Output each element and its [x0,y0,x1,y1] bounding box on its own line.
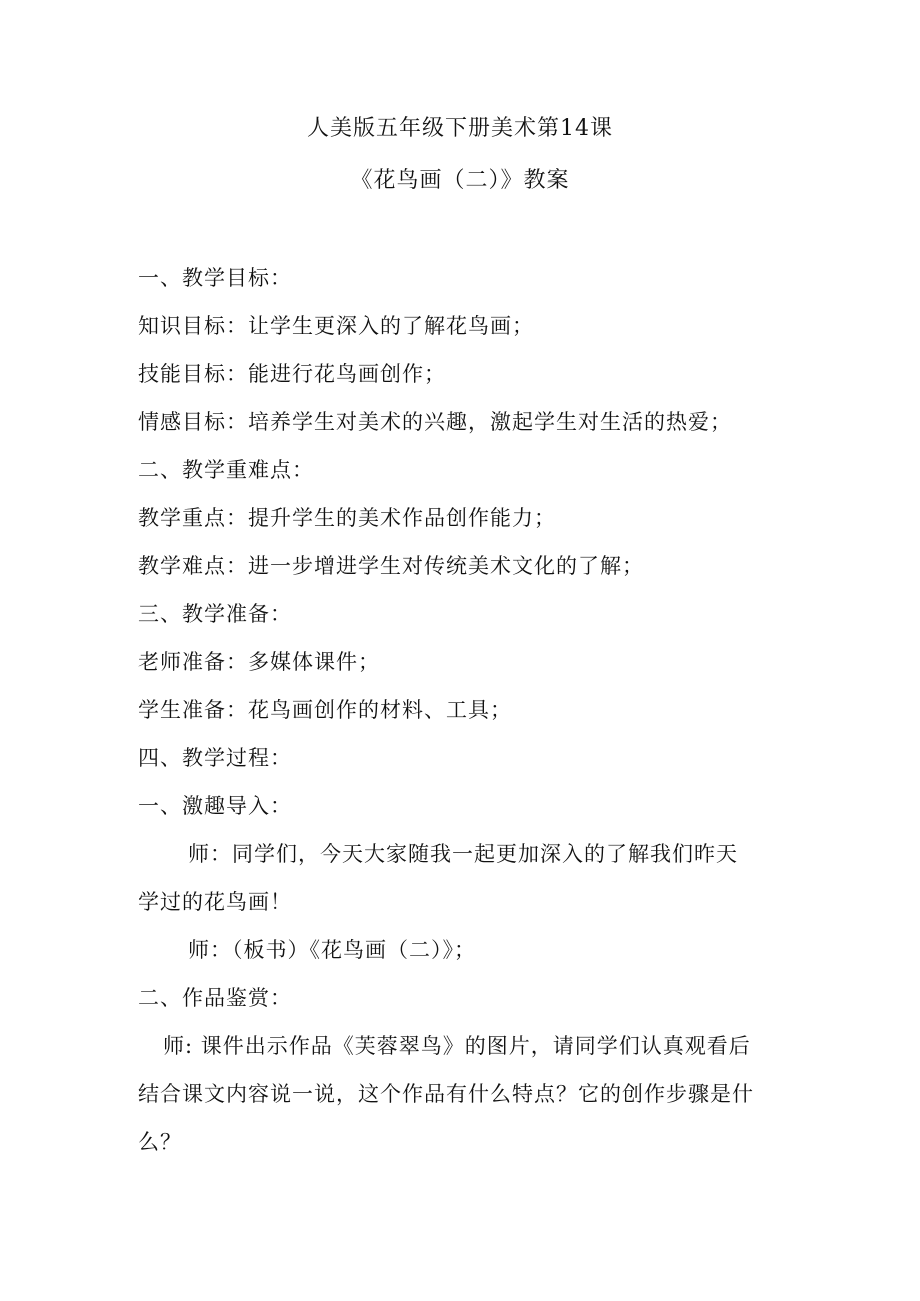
teacher-appreciation-line-3: 么？ [138,1130,182,1154]
teacher-introduction-line-1: 师：同学们，今天大家随我一起更加深入的了解我们昨天 [188,842,738,866]
document-subtitle: 《花鸟画（二）》教案 [350,168,570,193]
section-heading-preparation: 三、教学准备： [138,602,292,626]
teaching-difficulty: 教学难点：进一步增进学生对传统美术文化的了解； [138,554,644,578]
section-heading-key-points: 二、教学重难点： [138,458,314,482]
student-preparation: 学生准备：花鸟画创作的材料、工具； [138,698,512,722]
emotion-objective: 情感目标：培养学生对美术的兴趣，激起学生对生活的热爱； [138,410,732,434]
section-heading-process: 四、教学过程： [138,746,292,770]
teacher-appreciation-line-2: 结合课文内容说一说，这个作品有什么特点？它的创作步骤是什 [138,1082,754,1106]
section-heading-objectives: 一、教学目标： [138,266,292,290]
teaching-key-point: 教学重点：提升学生的美术作品创作能力； [138,506,556,530]
teacher-board-writing: 师：（板书）《花鸟画（二）》； [188,938,476,962]
teacher-preparation: 老师准备：多媒体课件； [138,650,380,674]
subsection-heading-introduction: 一、激趣导入： [138,794,292,818]
subsection-heading-appreciation: 二、作品鉴赏： [138,986,292,1010]
teacher-introduction-line-2: 学过的花鸟画！ [138,890,292,914]
skill-objective: 技能目标：能进行花鸟画创作； [138,362,446,386]
document-title: 人美版五年级下册美术第14课 [307,116,613,141]
teacher-appreciation-line-1: 师: 课件出示作品《芙蓉翠鸟》的图片，请同学们认真观看后 [163,1034,751,1058]
knowledge-objective: 知识目标：让学生更深入的了解花鸟画； [138,314,534,338]
